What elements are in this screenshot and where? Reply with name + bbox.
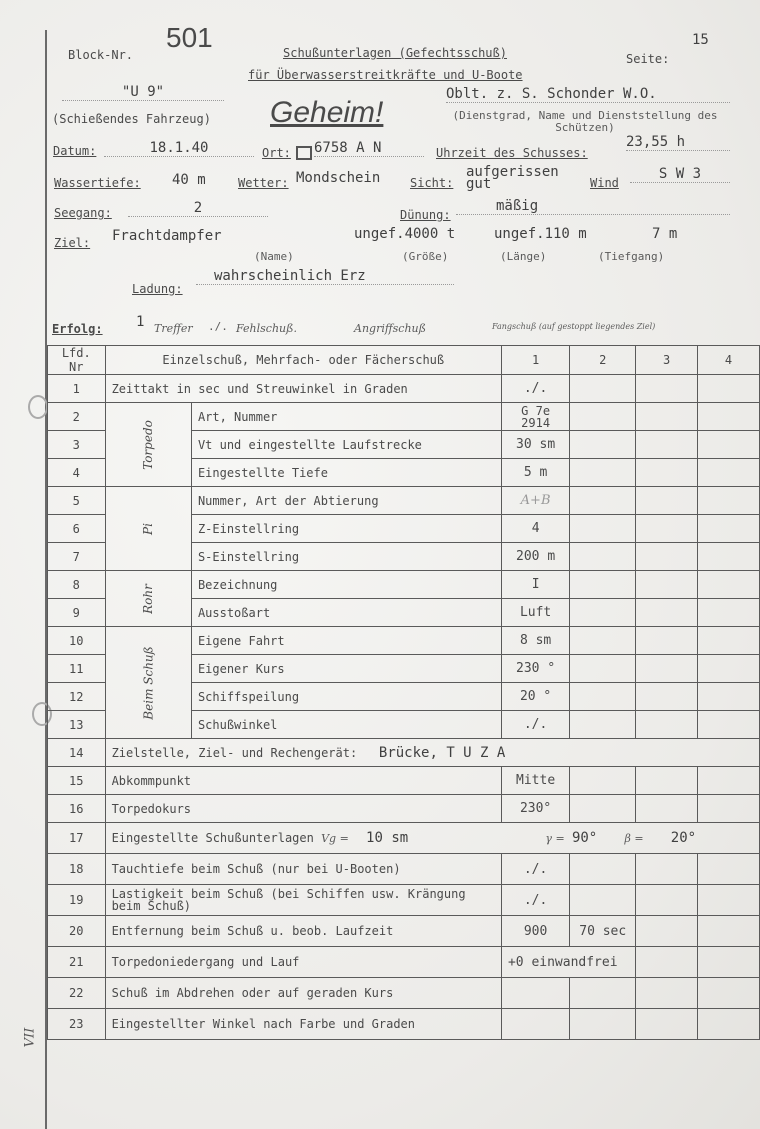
row-nr: 9 <box>48 599 106 627</box>
row-value-3 <box>636 978 698 1009</box>
table-header-row <box>48 346 760 375</box>
row-value-2 <box>570 543 636 571</box>
row-value-1: G 7e 2914 <box>501 403 569 431</box>
row-value-2 <box>570 571 636 599</box>
row-value-4 <box>698 459 760 487</box>
visibility-value: aufgerissen gut <box>466 164 559 192</box>
vg-value: 10 sm <box>366 830 409 846</box>
row-desc: Eingestellte Tiefe <box>191 459 501 487</box>
row-nr: 13 <box>48 711 106 739</box>
target-length: ungef.110 m <box>494 226 587 242</box>
row-nr: 23 <box>48 1009 106 1040</box>
table-row <box>48 854 760 885</box>
row-desc: Ausstoßart <box>191 599 501 627</box>
row-desc: Eingestellte Schußunterlagen <box>111 831 314 845</box>
row-value-2 <box>570 683 636 711</box>
place-value: 6758 A N <box>314 140 424 157</box>
block-label: Block-Nr. <box>68 48 134 62</box>
title-line-2: für Überwasserstreitkräfte und U-Boote <box>248 68 523 82</box>
table-row <box>48 403 760 431</box>
row-value-3 <box>636 515 698 543</box>
row-nr: 12 <box>48 683 106 711</box>
row-value-1: 30 sm <box>501 431 569 459</box>
row-desc: Eigener Kurs <box>191 655 501 683</box>
row-value-1: Mitte <box>501 767 569 795</box>
time-label: Uhrzeit des Schusses: <box>436 146 588 160</box>
row-nr: 16 <box>48 795 106 823</box>
row-value-3 <box>636 916 698 947</box>
row-nr: 19 <box>48 885 106 916</box>
sea-label: Seegang: <box>54 206 112 220</box>
catch-label: Fangschuß (auf gestoppt liegendes Ziel) <box>492 322 656 331</box>
square-icon <box>296 146 312 160</box>
punch-hole-mark <box>28 395 48 419</box>
row-value-4 <box>698 655 760 683</box>
row-value-1: +0 einwandfrei <box>501 947 635 978</box>
beta-label: β = <box>624 832 644 845</box>
vessel-label: (Schießendes Fahrzeug) <box>52 112 211 126</box>
row-value-1: 230 ° <box>501 655 569 683</box>
vg-label: Vg = <box>321 832 349 845</box>
row-nr: 11 <box>48 655 106 683</box>
row-desc: Z-Einstellring <box>191 515 501 543</box>
block-number: 501 <box>166 22 213 53</box>
row-desc: Abkommpunkt <box>105 767 501 795</box>
row-value-2 <box>570 795 636 823</box>
row-value-1: 8 sm <box>501 627 569 655</box>
swell-value: mäßig <box>456 198 730 215</box>
header-desc: Einzelschuß, Mehrfach- oder Fächerschuß <box>105 346 501 375</box>
row-value-4 <box>698 795 760 823</box>
row-desc: Zeittakt in sec und Streuwinkel in Graden <box>105 375 501 403</box>
table-row <box>48 487 760 515</box>
depth-label: Wassertiefe: <box>54 176 141 190</box>
row-value-1: 900 <box>501 916 569 947</box>
sea-value: 2 <box>128 200 268 217</box>
row-value-3 <box>636 795 698 823</box>
row-value-3 <box>636 431 698 459</box>
row-desc: Entfernung beim Schuß u. beob. Laufzeit <box>105 916 501 947</box>
side-note: VII <box>22 1027 38 1048</box>
row-value-3 <box>636 403 698 431</box>
row-desc: Torpedoniedergang und Lauf <box>105 947 501 978</box>
row-nr: 22 <box>48 978 106 1009</box>
row-value-3 <box>636 459 698 487</box>
row-value-3 <box>636 375 698 403</box>
target-size: ungef.4000 t <box>354 226 456 242</box>
row-desc: Eingestellter Winkel nach Farbe und Graden <box>105 1009 501 1040</box>
row-value-4 <box>698 543 760 571</box>
row-value-2 <box>570 978 636 1009</box>
header-col-2: 2 <box>570 346 636 375</box>
row-value-3 <box>636 627 698 655</box>
row-value-4 <box>698 947 760 978</box>
row-value-4 <box>698 487 760 515</box>
visibility-label: Sicht: <box>410 176 454 190</box>
result-label: Erfolg: <box>52 322 103 336</box>
table-row <box>48 375 760 403</box>
row-value-2 <box>570 599 636 627</box>
weather-value: Mondschein <box>296 170 381 186</box>
group-label: Pi <box>141 522 156 535</box>
table-row <box>48 571 760 599</box>
row-value-3 <box>636 711 698 739</box>
row-nr: 17 <box>48 823 106 854</box>
table-row <box>48 947 760 978</box>
page-number: 15 <box>692 32 709 48</box>
row-value-4 <box>698 599 760 627</box>
row-value-2 <box>570 655 636 683</box>
row-value-2 <box>570 767 636 795</box>
row-value-3 <box>636 854 698 885</box>
row-nr: 7 <box>48 543 106 571</box>
row-value-4 <box>698 854 760 885</box>
row-nr: 5 <box>48 487 106 515</box>
table-row <box>48 885 760 916</box>
row-nr: 2 <box>48 403 106 431</box>
group-pi <box>105 487 191 571</box>
row-value-2 <box>570 627 636 655</box>
beta-value: 20° <box>670 830 697 846</box>
row-value-1: ./. <box>501 885 569 916</box>
header-col-4: 4 <box>698 346 760 375</box>
header-col-3: 3 <box>636 346 698 375</box>
row-nr: 8 <box>48 571 106 599</box>
row-nr: 20 <box>48 916 106 947</box>
row-nr: 6 <box>48 515 106 543</box>
row-value-4 <box>698 627 760 655</box>
row-value-2 <box>570 854 636 885</box>
row-desc: Eigene Fahrt <box>191 627 501 655</box>
row-value-2 <box>570 403 636 431</box>
row-value-3 <box>636 487 698 515</box>
row-value-1: 20 ° <box>501 683 569 711</box>
row-value-1: ./. <box>501 375 569 403</box>
row-desc: Schuß im Abdrehen oder auf geraden Kurs <box>105 978 501 1009</box>
attack-label: Angriffschuß <box>354 322 426 335</box>
table-row <box>48 795 760 823</box>
row-value-2 <box>570 375 636 403</box>
row-value-2 <box>570 885 636 916</box>
row-value-1: 4 <box>501 515 569 543</box>
row-value-2 <box>570 459 636 487</box>
row-value-2 <box>570 515 636 543</box>
target-length-caption: (Länge) <box>500 250 547 263</box>
row-desc: Lastigkeit beim Schuß (bei Schiffen usw. Krängung beim Schuß) <box>105 885 501 916</box>
table-row <box>48 767 760 795</box>
row-value-4 <box>698 885 760 916</box>
row-value-4 <box>698 767 760 795</box>
row-desc: Zielstelle, Ziel- und Rechengerät: <box>111 745 358 760</box>
row-value-3 <box>636 571 698 599</box>
group-torpedo <box>105 403 191 487</box>
row-value-2: 70 sec <box>570 916 636 947</box>
row-desc: Schiffspeilung <box>191 683 501 711</box>
date-label: Datum: <box>53 144 97 158</box>
row-value-4 <box>698 711 760 739</box>
misses-label: Fehlschuß. <box>236 322 297 335</box>
row-value-4 <box>698 683 760 711</box>
table-row <box>48 823 760 854</box>
row-value-3 <box>636 1009 698 1040</box>
row-value-2 <box>570 431 636 459</box>
time-value: 23,55 h <box>626 134 730 151</box>
cargo-value: wahrscheinlich Erz <box>196 268 454 285</box>
row-desc: Art, Nummer <box>191 403 501 431</box>
row-value-1: A+B <box>501 487 569 515</box>
header-col-1: 1 <box>501 346 569 375</box>
row-value-4 <box>698 515 760 543</box>
row-value-4 <box>698 1009 760 1040</box>
row-nr: 10 <box>48 627 106 655</box>
cargo-label: Ladung: <box>132 282 183 296</box>
wind-value: S W 3 <box>630 166 730 183</box>
target-name-caption: (Name) <box>254 250 294 263</box>
title-line-1: Schußunterlagen (Gefechtsschuß) <box>283 46 507 60</box>
target-draft-caption: (Tiefgang) <box>598 250 665 263</box>
row-value-3 <box>636 683 698 711</box>
depth-value: 40 m <box>172 172 206 188</box>
vessel-value: "U 9" <box>62 84 224 101</box>
target-size-caption: (Größe) <box>402 250 449 263</box>
target-label: Ziel: <box>54 236 91 250</box>
misses-value: ./. <box>208 320 228 333</box>
row-desc: Torpedokurs <box>105 795 501 823</box>
group-rohr <box>105 571 191 627</box>
row-value-4 <box>698 375 760 403</box>
row-nr: 21 <box>48 947 106 978</box>
row-value-1: ./. <box>501 854 569 885</box>
row-value-1: I <box>501 571 569 599</box>
table-row <box>48 627 760 655</box>
row-value-3 <box>636 543 698 571</box>
row-nr: 18 <box>48 854 106 885</box>
row-desc: S-Einstellring <box>191 543 501 571</box>
shooter-label: (Dienstgrad, Name und Dienststellung des Schützen) <box>452 109 718 134</box>
row-value-3 <box>636 599 698 627</box>
row-value-3 <box>636 947 698 978</box>
row-desc-with-value <box>105 739 759 767</box>
row-nr: 3 <box>48 431 106 459</box>
row-value-4 <box>698 403 760 431</box>
table-row <box>48 978 760 1009</box>
row-nr: 1 <box>48 375 106 403</box>
row-value-1 <box>501 1009 569 1040</box>
row-value-4 <box>698 916 760 947</box>
row-value-2 <box>570 711 636 739</box>
row-nr: 4 <box>48 459 106 487</box>
target-draft: 7 m <box>652 226 678 242</box>
table-row <box>48 916 760 947</box>
gamma-label: γ = <box>545 832 565 845</box>
shooter-value: Oblt. z. S. Schonder W.O. <box>446 86 730 103</box>
row-value-2 <box>570 487 636 515</box>
row-desc: Tauchtiefe beim Schuß (nur bei U-Booten) <box>105 854 501 885</box>
row-value-1: ./. <box>501 711 569 739</box>
table-row <box>48 739 760 767</box>
row-value-3 <box>636 655 698 683</box>
header-nr: Lfd. Nr <box>48 346 106 375</box>
target-name: Frachtdampfer <box>112 228 222 244</box>
row-value-1: Luft <box>501 599 569 627</box>
wind-label: Wind <box>590 176 619 190</box>
group-label: Beim Schuß <box>141 645 156 720</box>
row-desc: Vt und eingestellte Laufstrecke <box>191 431 501 459</box>
row-value-2 <box>570 1009 636 1040</box>
row-desc: Schußwinkel <box>191 711 501 739</box>
table-row <box>48 1009 760 1040</box>
row-value: Brücke, T U Z A <box>378 744 506 761</box>
row-value-1 <box>501 978 569 1009</box>
secret-stamp: Geheim! <box>270 96 384 129</box>
group-label: Torpedo <box>141 419 156 470</box>
firing-data-table <box>47 345 760 1040</box>
row-desc-with-values <box>105 823 759 854</box>
row-desc: Nummer, Art der Abtierung <box>191 487 501 515</box>
hits-value: 1 <box>136 314 145 330</box>
group-label: Rohr <box>141 583 156 614</box>
row-nr: 14 <box>48 739 106 767</box>
row-value-4 <box>698 431 760 459</box>
group-beim-schuss <box>105 627 191 739</box>
row-value-4 <box>698 571 760 599</box>
row-value-1: 5 m <box>501 459 569 487</box>
row-value-3 <box>636 767 698 795</box>
hits-label: Treffer <box>154 322 193 335</box>
row-value-3 <box>636 885 698 916</box>
row-value-1: 230° <box>501 795 569 823</box>
swell-label: Dünung: <box>400 208 451 222</box>
row-value-4 <box>698 978 760 1009</box>
row-nr: 15 <box>48 767 106 795</box>
gamma-value: 90° <box>571 830 598 846</box>
weather-label: Wetter: <box>238 176 289 190</box>
row-desc: Bezeichnung <box>191 571 501 599</box>
place-label: Ort: <box>262 146 291 160</box>
row-value-1: 200 m <box>501 543 569 571</box>
page-label: Seite: <box>626 52 670 66</box>
date-value: 18.1.40 <box>104 140 254 157</box>
